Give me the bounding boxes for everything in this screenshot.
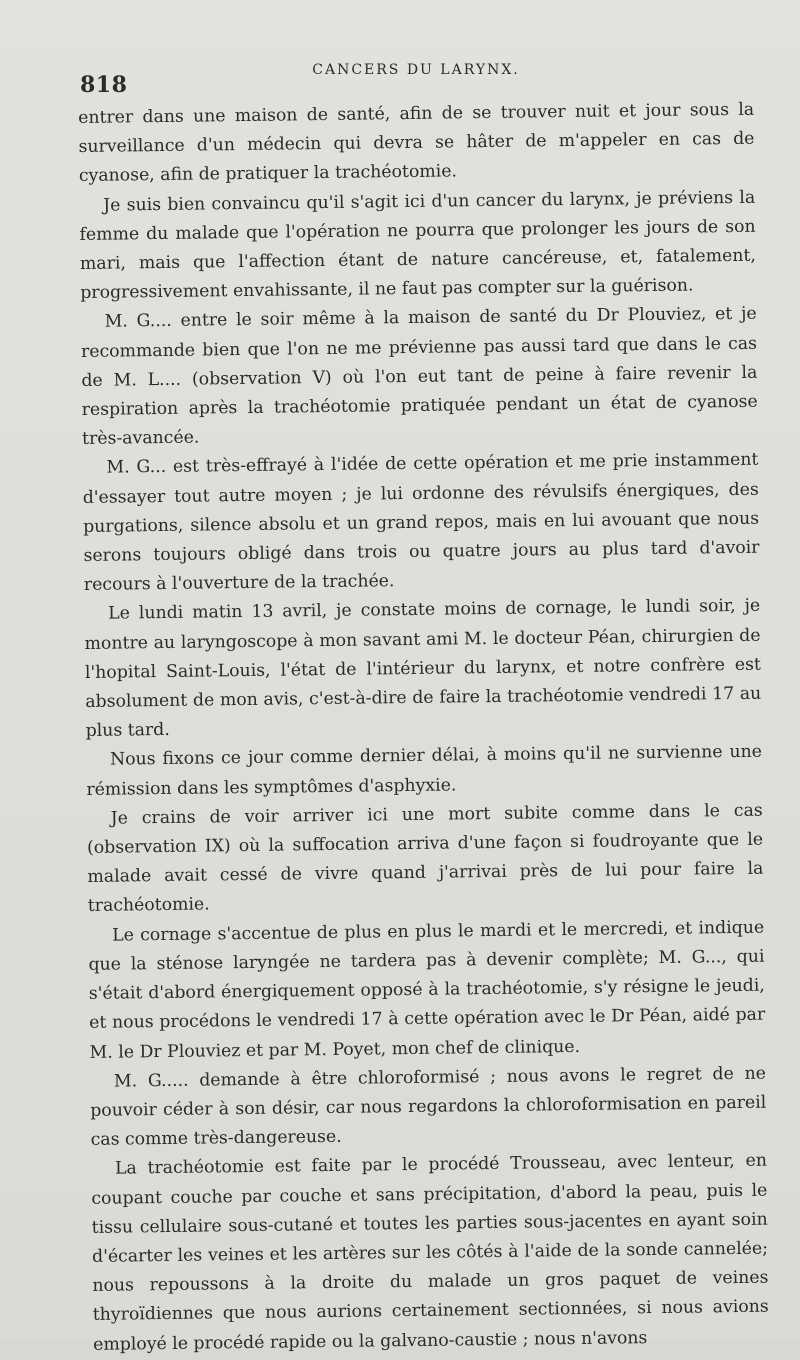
paragraph: entrer dans une maison de santé, afin de se trouver nuit et jour sous la surveillance d'un médecin qui devra se hâter de m'appeler en cas de cyanose, afin de pratiquer la trachéotomie.: [78, 99, 755, 187]
paragraph: Le cornage s'accentue de plus en plus le mardi et le mercredi, et indique que la sténose laryngée ne tardera pas à devenir complète; M. G..., qui s'était d'abord énergiquement opposé à la trachéotomie, s'y résigne le jeudi, et nous procédons le vendredi 17 à cette opération avec le Dr Péan, aidé par M. le Dr Plouviez et par M. Poyet, mon chef de clinique.: [88, 917, 766, 1063]
running-head: CANCERS DU LARYNX.: [312, 62, 520, 78]
paragraph: Je crains de voir arriver ici une mort subite comme dans le cas (observation IX) où la suffocation arriva d'une façon si foudroyante que le malade avait cessé de vivre quand j'arrivai près de lui pour faire la trachéotomie.: [86, 800, 764, 917]
paragraph: M. G.... entre le soir même à la maison de santé du Dr Plouviez, et je recommande bien que l'on ne me prévienne pas aussi tard que dans le cas de M. L.... (observation V) où l'on eut tant de peine à faire revenir la respiration après la trachéotomie pratiquée pendant un état de cyanose très-avancée.: [80, 304, 758, 450]
paragraph: Je suis bien convaincu qu'il s'agit ici d'un cancer du larynx, je préviens la femme du malade que l'opération ne pourra que prolonger les jours de son mari, mais que l'affection étant de nature cancéreuse, et, fatalement, progressivement envahissante, il ne faut pas compter sur la guérison.: [79, 187, 757, 304]
page-header: [78, 54, 754, 102]
paragraph: M. G... est très-effrayé à l'idée de cette opération et me prie instamment d'essayer tout autre moyen ; je lui ordonne des révulsifs énergiques, des purgations, silence absolu et un grand repos, mais en lui avouant que nous serons toujours obligé dans trois ou quatre jours au plus tard d'avoir recours à l'ouverture de la trachée.: [82, 450, 760, 596]
body-text: [78, 96, 769, 1360]
paragraph: La trachéotomie est faite par le procédé Trousseau, avec lenteur, en coupant couche par couche et sans précipitation, d'abord la peau, puis le tissu cellulaire sous-cutané et toutes les parties sous-jacentes en ayant soin d'écarter les veines et les artères sur les côtés à l'aide de la sonde cannelée; nous repoussons à la droite du malade un gros paquet de veines thyroïdiennes que nous aurions certainement sectionnées, si nous avions employé le procédé rapide ou la galvano-caustie ; nous n'avons: [91, 1150, 769, 1355]
page-number: 818: [80, 72, 128, 98]
paragraph: Le lundi matin 13 avril, je constate moins de cornage, le lundi soir, je montre au laryngoscope à mon savant ami M. le docteur Péan, chirurgien de l'hopital Saint-Louis, l'état de l'intérieur du larynx, et notre confrère est absolument de mon avis, c'est-à-dire de faire la trachéotomie vendredi 17 au plus tard.: [84, 596, 762, 742]
paragraph: Nous fixons ce jour comme dernier délai, à moins qu'il ne survienne une rémission dans les symptômes d'asphyxie.: [86, 742, 763, 800]
paragraph: M. G..... demande à être chloroformisé ; nous avons le regret de ne pouvoir céder à son désir, car nous regardons la chloroformisation en pareil cas comme très-dangereuse.: [90, 1063, 767, 1151]
